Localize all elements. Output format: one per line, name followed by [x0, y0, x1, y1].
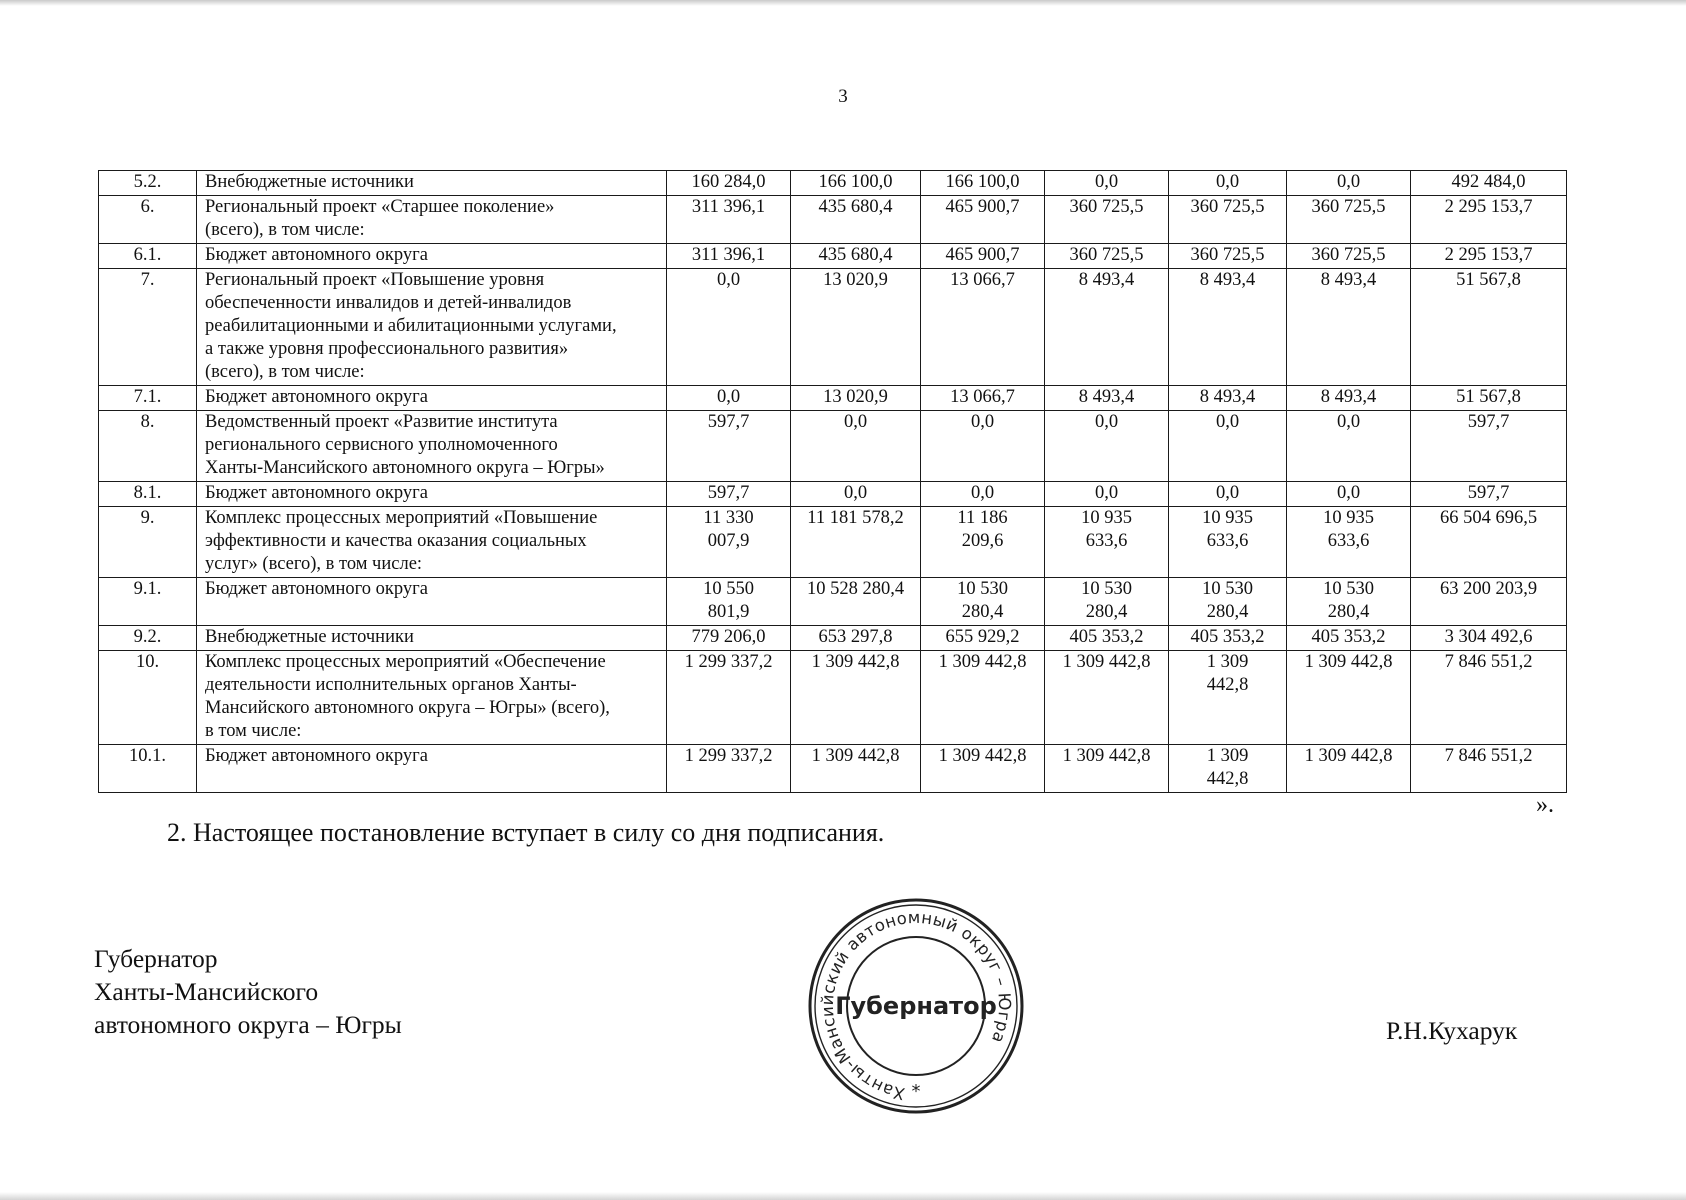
- value-cell: [1287, 244, 1411, 269]
- signer-position-line: автономного округа – Югры: [94, 1010, 402, 1039]
- cell-text-line: Региональный проект «Повышение уровня: [205, 270, 545, 290]
- value-cell: [921, 196, 1045, 244]
- cell-text-line: 1 309: [1206, 652, 1249, 672]
- cell-text-line: 0,0: [1215, 412, 1240, 432]
- cell-text-line: 0,0: [716, 270, 741, 290]
- cell-text-line: 1 309 442,8: [1062, 652, 1151, 672]
- cell-text-line: а также уровня профессионального развития»: [205, 339, 569, 359]
- value-cell: [921, 651, 1045, 745]
- value-cell: [1287, 651, 1411, 745]
- cell-text-line: 7 846 551,2: [1444, 652, 1533, 672]
- row-label: [197, 386, 667, 411]
- cell-text-line: обеспеченности инвалидов и детей-инвалидов: [205, 293, 572, 313]
- cell-text-line: (всего), в том числе:: [205, 220, 365, 240]
- cell-text-line: 1 299 337,2: [684, 652, 773, 672]
- value-cell: [667, 244, 791, 269]
- cell-text-line: 779 206,0: [691, 627, 766, 647]
- value-cell: [1411, 482, 1567, 507]
- value-cell: [1169, 651, 1287, 745]
- seal-center-text: Губернатор: [835, 992, 997, 1020]
- cell-text-line: 405 353,2: [1311, 627, 1386, 647]
- cell-text-line: Ханты-Мансийского автономного округа – Югры»: [205, 458, 605, 478]
- cell-text-line: 633,6: [1085, 531, 1128, 551]
- value-cell: [921, 745, 1045, 793]
- value-cell: [1287, 196, 1411, 244]
- cell-text-line: 280,4: [961, 602, 1004, 622]
- cell-text-line: 8 493,4: [1078, 270, 1135, 290]
- cell-text-line: 13 066,7: [950, 270, 1015, 290]
- value-cell: [1045, 482, 1169, 507]
- row-number: 9.1.: [99, 578, 197, 626]
- row-number: 8.: [99, 411, 197, 482]
- scan-edge-bottom: [0, 1192, 1686, 1200]
- cell-text-line: 10 550: [703, 579, 754, 599]
- cell-text-line: 0,0: [1215, 483, 1240, 503]
- cell-text-line: 11 330: [703, 508, 754, 528]
- value-cell: [1169, 171, 1287, 196]
- value-cell: [1287, 269, 1411, 386]
- value-cell: [1411, 507, 1567, 578]
- value-cell: [667, 482, 791, 507]
- value-cell: [921, 507, 1045, 578]
- cell-text-line: 13 020,9: [823, 387, 888, 407]
- cell-text-line: 280,4: [1327, 602, 1370, 622]
- cell-text-line: 0,0: [1336, 172, 1361, 192]
- cell-text-line: 0,0: [970, 483, 995, 503]
- value-cell: [1411, 626, 1567, 651]
- cell-text-line: 1 309 442,8: [938, 652, 1027, 672]
- value-cell: [1411, 578, 1567, 626]
- cell-text-line: 2 295 153,7: [1444, 245, 1533, 265]
- budget-table: [98, 170, 1567, 793]
- row-label: [197, 411, 667, 482]
- table-row: [99, 578, 1567, 626]
- cell-text-line: 13 020,9: [823, 270, 888, 290]
- value-cell: [791, 244, 921, 269]
- cell-text-line: Внебюджетные источники: [205, 172, 414, 192]
- value-cell: [1287, 482, 1411, 507]
- value-cell: [1169, 745, 1287, 793]
- table-row: [99, 482, 1567, 507]
- cell-text-line: 1 309 442,8: [938, 746, 1027, 766]
- value-cell: [1411, 269, 1567, 386]
- value-cell: [1169, 196, 1287, 244]
- table-body: [99, 171, 1567, 793]
- cell-text-line: 633,6: [1327, 531, 1370, 551]
- value-cell: [1045, 651, 1169, 745]
- cell-text-line: 0,0: [970, 412, 995, 432]
- value-cell: [1411, 244, 1567, 269]
- cell-text-line: 8 493,4: [1078, 387, 1135, 407]
- row-label: [197, 482, 667, 507]
- cell-text-line: 8 493,4: [1199, 387, 1256, 407]
- cell-text-line: 435 680,4: [818, 197, 893, 217]
- value-cell: [921, 578, 1045, 626]
- cell-text-line: 8 493,4: [1320, 387, 1377, 407]
- cell-text-line: 10 530: [1081, 579, 1132, 599]
- cell-text-line: 597,7: [1467, 412, 1510, 432]
- value-cell: [1169, 244, 1287, 269]
- cell-text-line: 801,9: [707, 602, 750, 622]
- value-cell: [667, 578, 791, 626]
- cell-text-line: 10 530: [1323, 579, 1374, 599]
- row-label: [197, 626, 667, 651]
- cell-text-line: 360 725,5: [1190, 245, 1265, 265]
- value-cell: [1287, 507, 1411, 578]
- row-label: [197, 578, 667, 626]
- value-cell: [667, 626, 791, 651]
- cell-text-line: 280,4: [1085, 602, 1128, 622]
- value-cell: [921, 171, 1045, 196]
- value-cell: [791, 171, 921, 196]
- cell-text-line: 1 309 442,8: [1304, 652, 1393, 672]
- table-row: [99, 171, 1567, 196]
- cell-text-line: 465 900,7: [945, 197, 1020, 217]
- cell-text-line: 0,0: [1215, 172, 1240, 192]
- value-cell: [1169, 626, 1287, 651]
- value-cell: [1045, 507, 1169, 578]
- cell-text-line: Комплекс процессных мероприятий «Обеспечение: [205, 652, 606, 672]
- cell-text-line: 1 309: [1206, 746, 1249, 766]
- value-cell: [667, 196, 791, 244]
- cell-text-line: деятельности исполнительных органов Ханты-: [205, 675, 577, 695]
- cell-text-line: 1 309 442,8: [811, 746, 900, 766]
- value-cell: [1045, 626, 1169, 651]
- cell-text-line: 0,0: [843, 483, 868, 503]
- table-row: [99, 411, 1567, 482]
- cell-text-line: Бюджет автономного округа: [205, 245, 428, 265]
- row-number: 5.2.: [99, 171, 197, 196]
- cell-text-line: 360 725,5: [1069, 197, 1144, 217]
- cell-text-line: 0,0: [1094, 172, 1119, 192]
- value-cell: [667, 171, 791, 196]
- cell-text-line: 63 200 203,9: [1439, 579, 1538, 599]
- value-cell: [667, 386, 791, 411]
- value-cell: [1411, 386, 1567, 411]
- table-row: [99, 386, 1567, 411]
- closing-quote: ».: [1536, 792, 1554, 818]
- value-cell: [1045, 578, 1169, 626]
- cell-text-line: 1 309 442,8: [1304, 746, 1393, 766]
- cell-text-line: 0,0: [843, 412, 868, 432]
- value-cell: [791, 507, 921, 578]
- cell-text-line: Бюджет автономного округа: [205, 387, 428, 407]
- value-cell: [1411, 196, 1567, 244]
- cell-text-line: Внебюджетные источники: [205, 627, 414, 647]
- cell-text-line: 10 935: [1323, 508, 1374, 528]
- table-row: [99, 196, 1567, 244]
- table-row: [99, 269, 1567, 386]
- value-cell: [1411, 171, 1567, 196]
- cell-text-line: 280,4: [1206, 602, 1249, 622]
- cell-text-line: 11 181 578,2: [807, 508, 904, 528]
- cell-text-line: Региональный проект «Старшее поколение»: [205, 197, 555, 217]
- row-label: [197, 745, 667, 793]
- row-number: 7.1.: [99, 386, 197, 411]
- cell-text-line: 0,0: [1094, 483, 1119, 503]
- value-cell: [791, 578, 921, 626]
- row-number: 10.1.: [99, 745, 197, 793]
- value-cell: [1411, 651, 1567, 745]
- cell-text-line: 360 725,5: [1069, 245, 1144, 265]
- row-label: [197, 651, 667, 745]
- cell-text-line: 653 297,8: [818, 627, 893, 647]
- value-cell: [1045, 171, 1169, 196]
- value-cell: [667, 745, 791, 793]
- seal-ring-text: Ханты-Мансийский автономный округ – Югра: [817, 907, 1015, 1104]
- row-label: [197, 171, 667, 196]
- cell-text-line: 360 725,5: [1311, 245, 1386, 265]
- value-cell: [921, 244, 1045, 269]
- value-cell: [1169, 507, 1287, 578]
- signer-position-line: Ханты-Мансийского: [94, 977, 319, 1006]
- row-label: [197, 507, 667, 578]
- page-number: 3: [838, 86, 848, 107]
- cell-text-line: Бюджет автономного округа: [205, 746, 428, 766]
- row-number: 6.: [99, 196, 197, 244]
- cell-text-line: реабилитационными и абилитационными услугами,: [205, 316, 617, 336]
- cell-text-line: 209,6: [961, 531, 1004, 551]
- value-cell: [791, 745, 921, 793]
- cell-text-line: 0,0: [1094, 412, 1119, 432]
- cell-text-line: 311 396,1: [691, 245, 766, 265]
- cell-text-line: 10 530: [1202, 579, 1253, 599]
- table-row: [99, 244, 1567, 269]
- cell-text-line: Комплекс процессных мероприятий «Повышение: [205, 508, 598, 528]
- row-number: 8.1.: [99, 482, 197, 507]
- value-cell: [1287, 386, 1411, 411]
- value-cell: [1169, 411, 1287, 482]
- signature-block: [94, 942, 402, 1041]
- cell-text-line: 51 567,8: [1456, 270, 1521, 290]
- value-cell: [921, 269, 1045, 386]
- value-cell: [1411, 411, 1567, 482]
- cell-text-line: 51 567,8: [1456, 387, 1521, 407]
- cell-text-line: 492 484,0: [1451, 172, 1526, 192]
- value-cell: [1169, 578, 1287, 626]
- cell-text-line: 1 309 442,8: [811, 652, 900, 672]
- value-cell: [1287, 171, 1411, 196]
- value-cell: [1287, 745, 1411, 793]
- row-label: [197, 244, 667, 269]
- table-row: [99, 745, 1567, 793]
- cell-text-line: 655 929,2: [945, 627, 1020, 647]
- cell-text-line: 0,0: [1336, 412, 1361, 432]
- cell-text-line: 597,7: [1467, 483, 1510, 503]
- value-cell: [1411, 745, 1567, 793]
- cell-text-line: 13 066,7: [950, 387, 1015, 407]
- value-cell: [791, 386, 921, 411]
- row-number: 9.: [99, 507, 197, 578]
- value-cell: [921, 626, 1045, 651]
- value-cell: [1287, 626, 1411, 651]
- cell-text-line: 1 309 442,8: [1062, 746, 1151, 766]
- cell-text-line: 597,7: [707, 412, 750, 432]
- cell-text-line: 442,8: [1206, 675, 1249, 695]
- cell-text-line: услуг» (всего), в том числе:: [205, 554, 423, 574]
- cell-text-line: 405 353,2: [1069, 627, 1144, 647]
- cell-text-line: 597,7: [707, 483, 750, 503]
- cell-text-line: 10 528 280,4: [806, 579, 905, 599]
- signer-position-line: Губернатор: [94, 944, 218, 973]
- value-cell: [791, 411, 921, 482]
- scan-edge-top: [0, 0, 1686, 6]
- value-cell: [921, 411, 1045, 482]
- value-cell: [667, 269, 791, 386]
- value-cell: [1169, 269, 1287, 386]
- cell-text-line: 435 680,4: [818, 245, 893, 265]
- table-row: [99, 651, 1567, 745]
- cell-text-line: 1 299 337,2: [684, 746, 773, 766]
- cell-text-line: 3 304 492,6: [1444, 627, 1533, 647]
- seal-star-icon: *: [911, 1081, 921, 1102]
- cell-text-line: Мансийского автономного округа – Югры» (всего),: [205, 698, 610, 718]
- row-number: 9.2.: [99, 626, 197, 651]
- value-cell: [1287, 578, 1411, 626]
- value-cell: [1045, 411, 1169, 482]
- value-cell: [1045, 244, 1169, 269]
- cell-text-line: 7 846 551,2: [1444, 746, 1533, 766]
- cell-text-line: 465 900,7: [945, 245, 1020, 265]
- cell-text-line: 166 100,0: [818, 172, 893, 192]
- value-cell: [667, 651, 791, 745]
- cell-text-line: в том числе:: [205, 721, 302, 741]
- signer-name: Р.Н.Кухарук: [1386, 1016, 1518, 1045]
- cell-text-line: Бюджет автономного округа: [205, 483, 428, 503]
- value-cell: [1169, 482, 1287, 507]
- cell-text-line: 442,8: [1206, 769, 1249, 789]
- table-row: [99, 626, 1567, 651]
- row-number: 6.1.: [99, 244, 197, 269]
- cell-text-line: регионального сервисного уполномоченного: [205, 435, 558, 455]
- cell-text-line: 160 284,0: [691, 172, 766, 192]
- cell-text-line: Ведомственный проект «Развитие института: [205, 412, 558, 432]
- value-cell: [1045, 745, 1169, 793]
- cell-text-line: Бюджет автономного округа: [205, 579, 428, 599]
- table-row: [99, 507, 1567, 578]
- value-cell: [667, 411, 791, 482]
- cell-text-line: 8 493,4: [1320, 270, 1377, 290]
- governor-seal: [806, 896, 1026, 1116]
- cell-text-line: 007,9: [707, 531, 750, 551]
- cell-text-line: 8 493,4: [1199, 270, 1256, 290]
- cell-text-line: 10 935: [1202, 508, 1253, 528]
- cell-text-line: 2 295 153,7: [1444, 197, 1533, 217]
- cell-text-line: 166 100,0: [945, 172, 1020, 192]
- cell-text-line: 311 396,1: [691, 197, 766, 217]
- value-cell: [1045, 269, 1169, 386]
- value-cell: [791, 196, 921, 244]
- cell-text-line: 11 186: [957, 508, 1008, 528]
- row-label: [197, 269, 667, 386]
- value-cell: [791, 269, 921, 386]
- row-number: 7.: [99, 269, 197, 386]
- cell-text-line: 10 935: [1081, 508, 1132, 528]
- cell-text-line: 360 725,5: [1311, 197, 1386, 217]
- cell-text-line: 405 353,2: [1190, 627, 1265, 647]
- value-cell: [1169, 386, 1287, 411]
- cell-text-line: 66 504 696,5: [1439, 508, 1538, 528]
- value-cell: [1045, 386, 1169, 411]
- value-cell: [791, 482, 921, 507]
- row-label: [197, 196, 667, 244]
- cell-text-line: эффективности и качества оказания социальных: [205, 531, 587, 551]
- value-cell: [667, 507, 791, 578]
- value-cell: [791, 626, 921, 651]
- cell-text-line: 633,6: [1206, 531, 1249, 551]
- row-number: 10.: [99, 651, 197, 745]
- value-cell: [921, 386, 1045, 411]
- cell-text-line: 0,0: [716, 387, 741, 407]
- value-cell: [921, 482, 1045, 507]
- cell-text-line: 0,0: [1336, 483, 1361, 503]
- cell-text-line: 360 725,5: [1190, 197, 1265, 217]
- value-cell: [791, 651, 921, 745]
- clause-effective-date: 2. Настоящее постановление вступает в силу со дня подписания.: [167, 818, 885, 847]
- value-cell: [1045, 196, 1169, 244]
- cell-text-line: 10 530: [957, 579, 1008, 599]
- value-cell: [1287, 411, 1411, 482]
- cell-text-line: (всего), в том числе:: [205, 362, 365, 382]
